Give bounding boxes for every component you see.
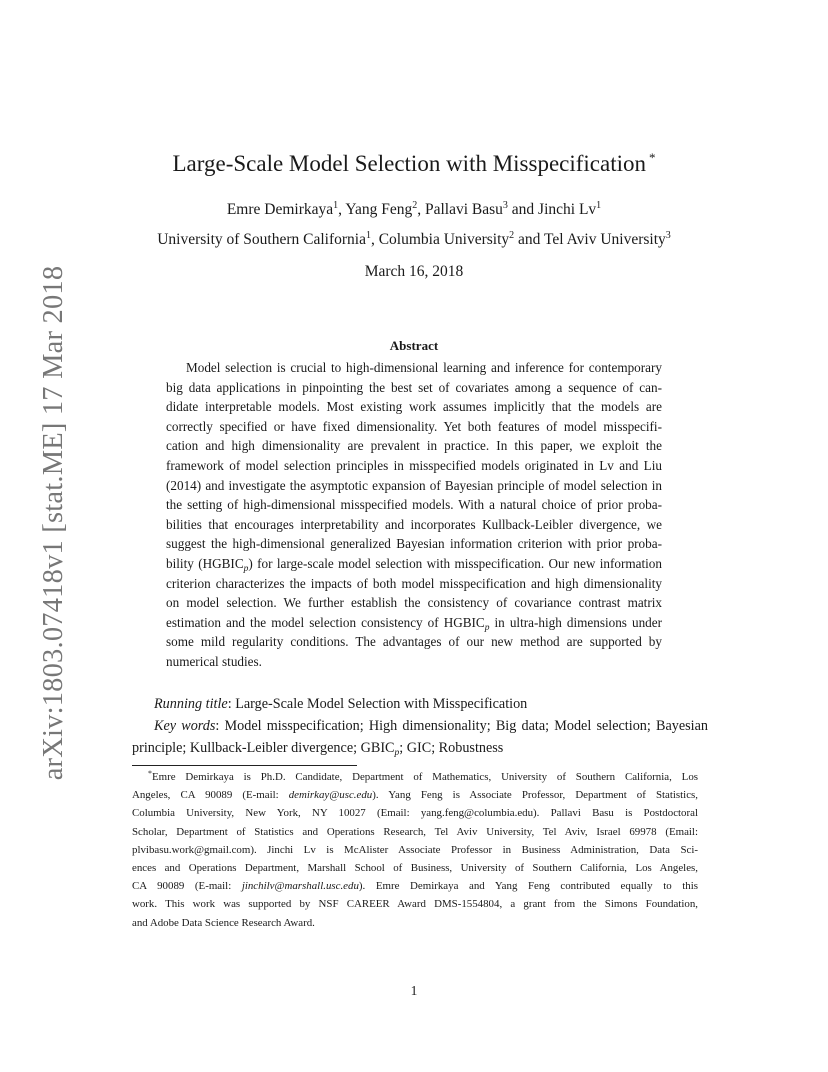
abstract-text: bility (HGBIC (166, 555, 244, 571)
author-affiliation-mark: 3 (502, 200, 508, 211)
abstract-heading: Abstract (389, 338, 439, 353)
abstract-line: the setting of high-dimensional misspecified models. With a natural choice of prior proba- (166, 497, 662, 513)
footnote-text: Columbia University, New York, NY 10027 (Email: yang.feng@columbia.edu). Pallavi Basu is Postdoctoral (132, 807, 698, 820)
affiliation-name: Columbia University (378, 231, 510, 248)
footnote-line (132, 877, 698, 895)
footnote-text: Scholar, Department of Statistics and Operations Research, Tel Aviv University, Tel Aviv, Israel 69978 (Email: (132, 825, 698, 838)
abstract-line: numerical studies. (166, 653, 262, 669)
abstract-line: correctly specified or have fixed dimensionality. Yet both features of model misspecifi- (166, 418, 662, 434)
affiliation-mark: 1 (365, 230, 371, 241)
affiliation-name: Tel Aviv University (544, 231, 666, 248)
paper-date: March 16, 2018 (364, 263, 464, 280)
footnote-line (132, 823, 698, 841)
running-title-text: Large-Scale Model Selection with Misspecification (235, 696, 528, 712)
title-footnote-mark: * (649, 150, 656, 165)
key-words-line-1: Key words: Model misspecification; High dimensionality; Big data; Model selection; Bayesian (154, 718, 708, 734)
abstract-subscript: p (243, 563, 249, 574)
abstract-line: some mild regularity conditions. The advantages of our new method are supported by (166, 634, 662, 650)
page-number: 1 (410, 983, 418, 998)
footnote-text: plvibasu.work@gmail.com). Jinchi Lv is McAlister Associate Professor in Business Administration, Data Sci- (132, 843, 698, 856)
abstract-line: on model selection. We further establish the consistency of covariance contrast matrix (166, 595, 662, 611)
abstract-line (166, 613, 662, 633)
footnote-rule (132, 765, 357, 766)
abstract-line: criterion characterizes the impacts of both model misspecification and high dimensionality (166, 575, 662, 591)
author-name: Emre Demirkaya (226, 201, 334, 218)
footnote-line (132, 914, 698, 932)
footnote-email: demirkay@usc.edu (288, 789, 373, 802)
abstract-body (166, 358, 662, 672)
footnote-text: Emre Demirkaya is Ph.D. Candidate, Department of Mathematics, University of Southern California, Los (152, 771, 698, 783)
footnote-mark: * (148, 769, 152, 778)
key-words-line-2 (132, 737, 708, 759)
footnote-line (132, 786, 698, 804)
footnote-text: ). Emre Demirkaya and Yang Feng contributed equally to this (358, 880, 698, 893)
author-list: Emre Demirkaya$^1$, Yang Feng$^2$, Pallavi Basu$^3$ and Jinchi Lv$^1$ (226, 200, 602, 218)
abstract-text: ) for large-scale model selection with misspecification. Our new information (248, 555, 662, 571)
footnote-text: and Adobe Data Science Research Award. (132, 916, 315, 929)
footnote-text: Angeles, CA 90089 (E-mail: (132, 789, 289, 802)
abstract-line: suggest the high-dimensional generalized Bayesian information criterion with prior proba- (166, 536, 662, 552)
arxiv-identifier-stamp: arXiv:1803.07418v1 [stat.ME] 17 Mar 2018 (38, 265, 69, 781)
key-words-text-3: ; GIC; Robustness (399, 740, 504, 756)
footnote-text: CA 90089 (E-mail: (132, 880, 242, 893)
abstract-line: big data applications in pinpointing the best set of covariates among a sequence of can- (166, 379, 662, 395)
footnote (132, 768, 698, 932)
footnote-text: work. This work was supported by NSF CAREER Award DMS-1554804, a grant from the Simons Foundation, (132, 898, 698, 911)
abstract-line (166, 554, 662, 574)
running-title-label: Running title (154, 696, 228, 712)
abstract-line: cation and high dimensionality are prevalent in practice. In this paper, we exploit the (166, 438, 662, 454)
key-words-text-2: principle; Kullback-Leibler divergence; GBIC (132, 740, 395, 756)
footnote-line (132, 768, 698, 786)
abstract-line: (2014) and investigate the asymptotic expansion of Bayesian principle of model selection in (166, 477, 662, 493)
footnote-line (132, 804, 698, 822)
footnote-line (132, 841, 698, 859)
abstract-text: estimation and the model selection consistency of HGBIC (166, 614, 485, 630)
abstract-line: bilities that encourages interpretability and incorporates Kullback-Leibler divergence, we (166, 516, 662, 532)
paper-title (0, 150, 828, 177)
author-affiliation-mark: 1 (333, 200, 339, 211)
paper-title-text: Large-Scale Model Selection with Misspecification (172, 151, 646, 176)
abstract-subscript: p (484, 622, 490, 633)
author-name: Yang Feng (345, 201, 413, 218)
key-words-subscript: p (394, 748, 400, 758)
running-title: Running title: Large-Scale Model Selection with Misspecification (154, 696, 528, 712)
affiliation-mark: 2 (509, 230, 515, 241)
key-words-label: Key words (154, 718, 216, 734)
abstract-line: framework of model selection principles in misspecified models originated in Lv and Liu (166, 457, 662, 473)
footnote-line (132, 859, 698, 877)
author-affiliation-mark: 1 (596, 200, 602, 211)
affiliation-name: University of Southern California (157, 231, 366, 248)
abstract-line: Model selection is crucial to high-dimensional learning and inference for contemporary (186, 360, 662, 375)
abstract-line: didate interpretable models. Most existing work assumes implicitly that the models are (166, 399, 662, 415)
author-affiliation-mark: 2 (412, 200, 418, 211)
affiliation-mark: 3 (665, 230, 671, 241)
author-name: Jinchi Lv (538, 201, 597, 218)
footnote-email: jinchilv@marshall.usc.edu (241, 880, 359, 893)
footnote-text: ). Yang Feng is Associate Professor, Department of Statistics, (372, 789, 698, 802)
abstract-text: in ultra-high dimensions under (489, 614, 662, 630)
key-words-text-1: Model misspecification; High dimensionality; Big data; Model selection; Bayesian (224, 718, 708, 734)
author-name: Pallavi Basu (424, 201, 503, 218)
footnote-line (132, 895, 698, 913)
affiliation-list: University of Southern California$^1$, Columbia University$^2$ and Tel Aviv University$^3$ (157, 230, 671, 248)
footnote-text: ences and Operations Department, Marshall School of Business, University of Southern California, Los Angeles, (132, 861, 698, 874)
